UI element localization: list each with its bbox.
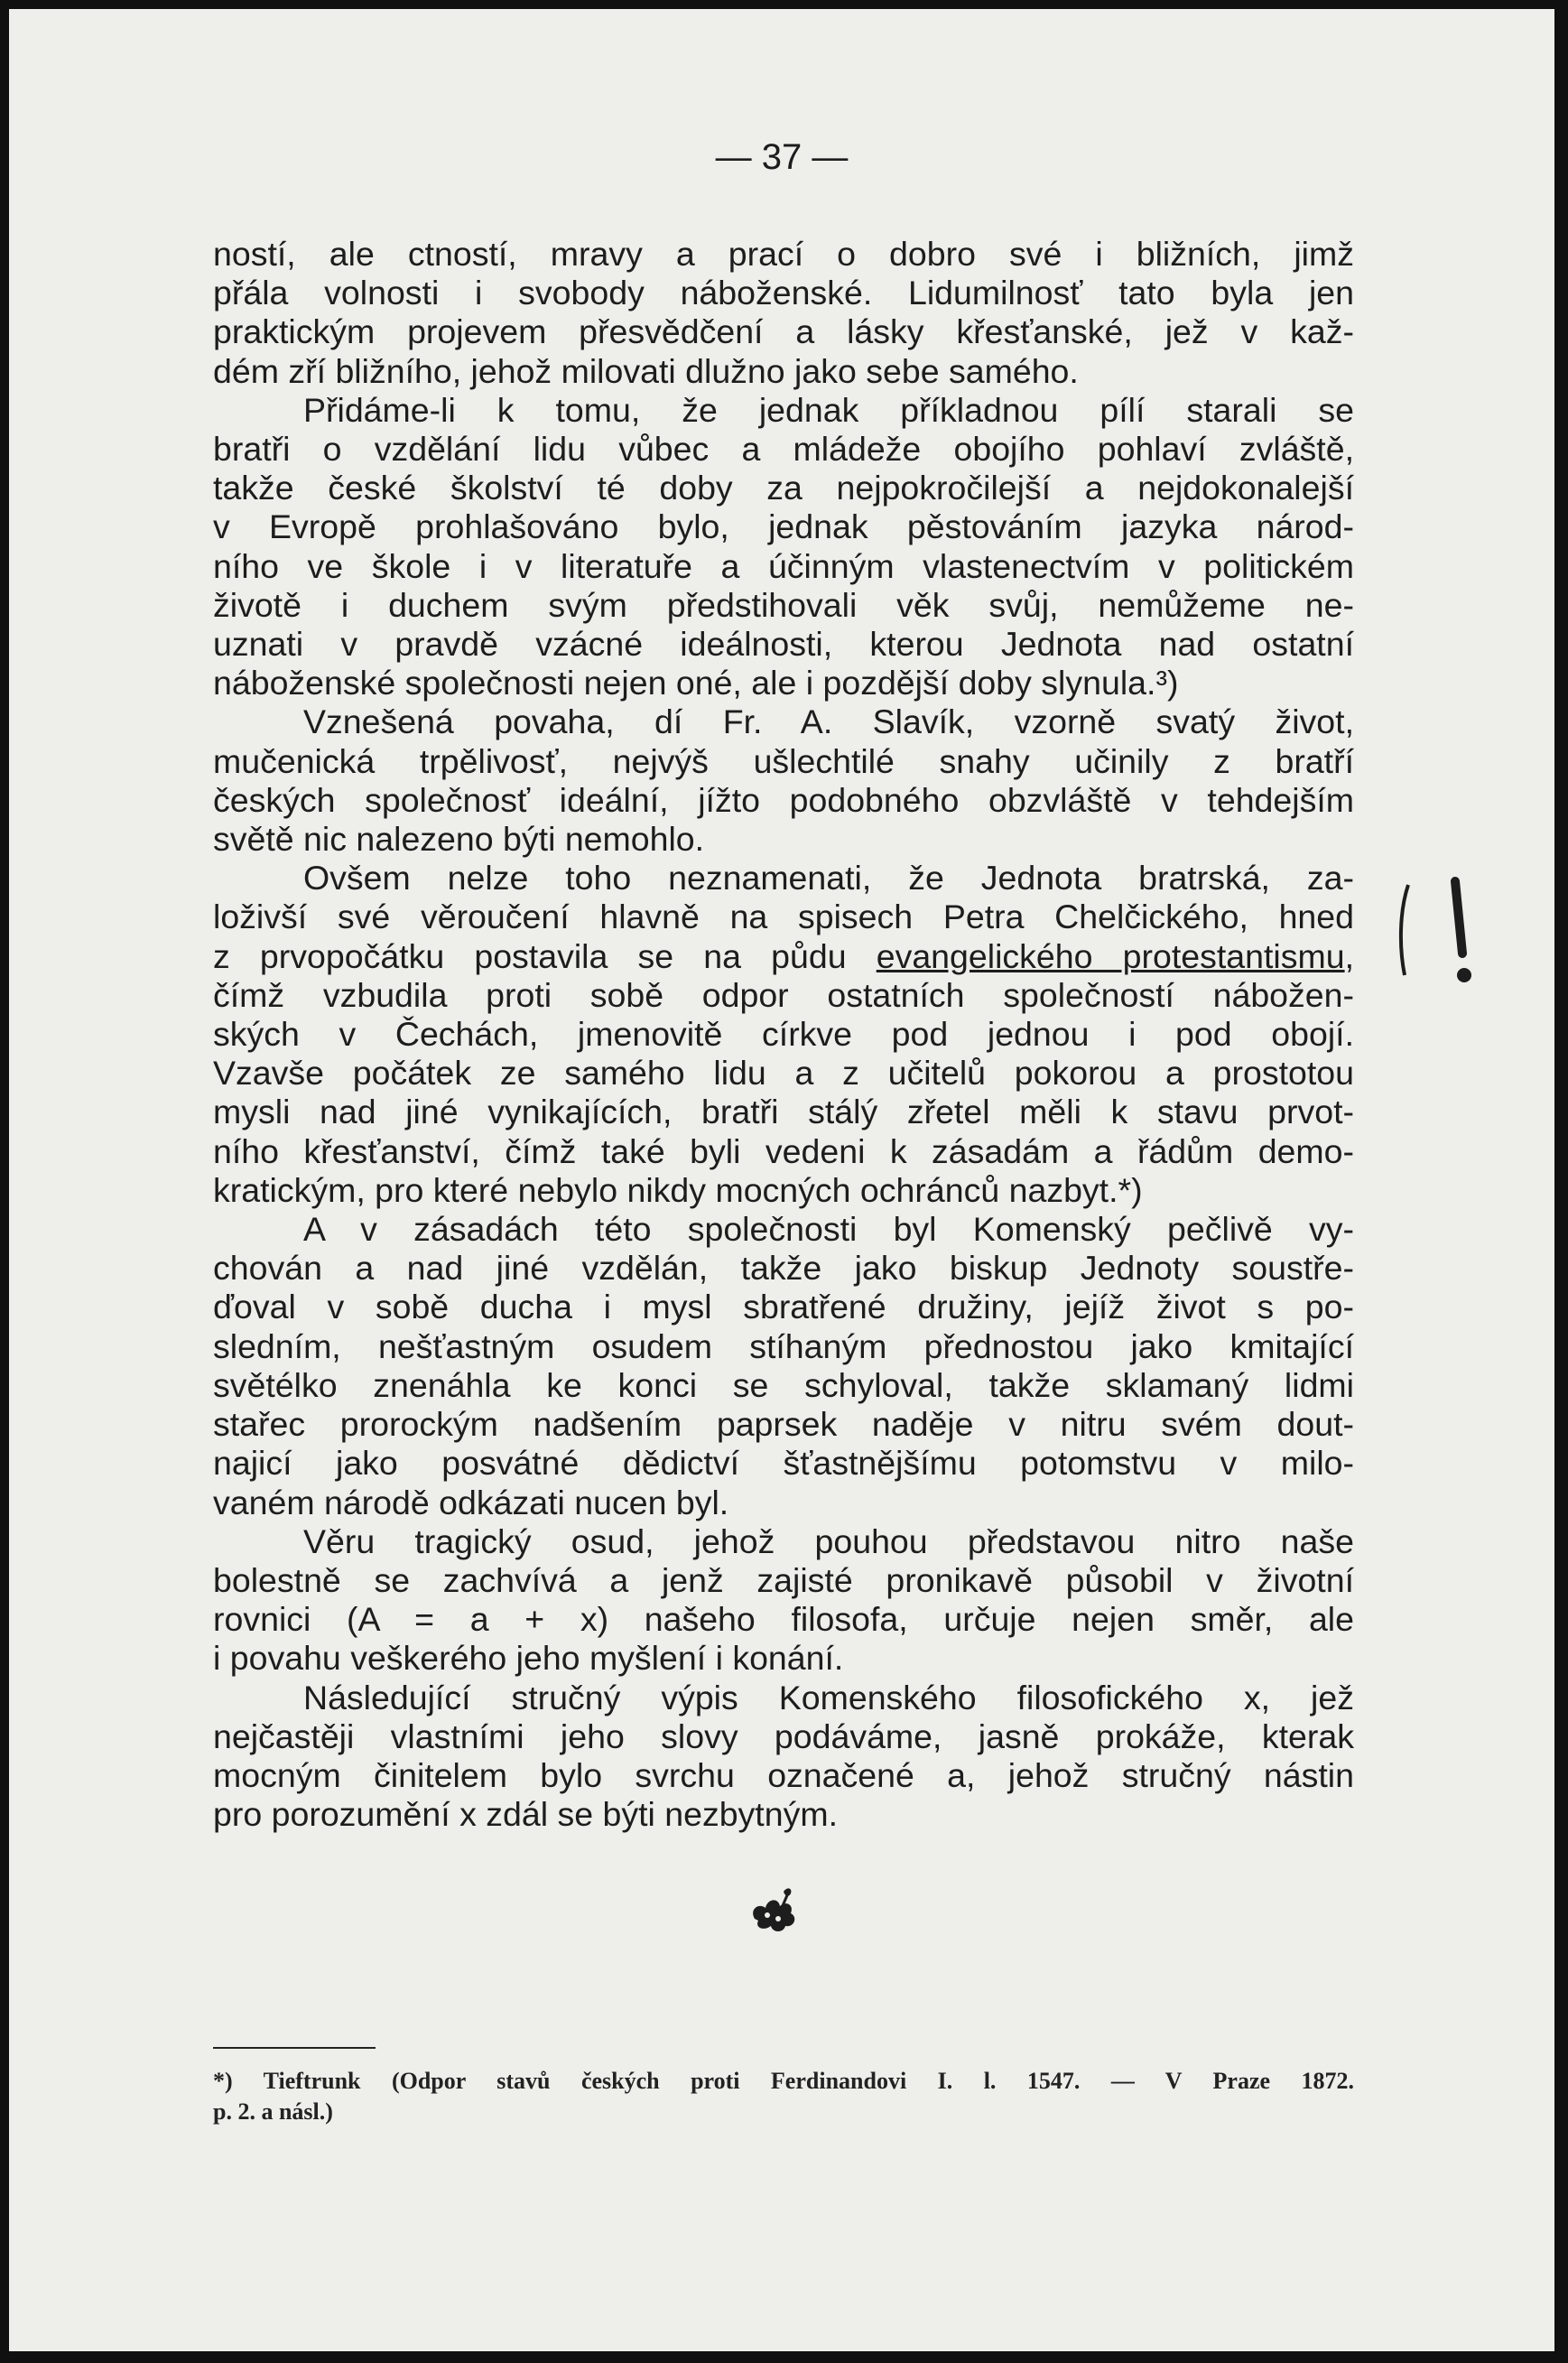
text-line: ností, ale ctností, mravy a prací o dobro své i bližních, jimž: [213, 235, 1354, 273]
text-line: kratickým, pro které nebylo nikdy mocných ochránců nazbyt.*): [213, 1170, 1143, 1209]
text-line: ního křesťanství, čímž také byli vedeni k zásadám a řádům demo-: [213, 1131, 1354, 1170]
book-page: [9, 9, 1554, 2351]
text-line: ďoval v sobě ducha i mysl sbratřené družiny, jejíž život s po-: [213, 1288, 1354, 1326]
text-line: světélko znenáhla ke konci se schyloval, takže sklamaný lidmi: [213, 1365, 1354, 1404]
text-line: Vzavše počátek ze samého lidu a z učitelů pokorou a prostotou: [213, 1054, 1354, 1093]
text-line: Věru tragický osud, jehož pouhou představou nitro naše: [303, 1521, 1354, 1560]
text-line: českých společnosť ideální, jížto podobného obzvláště v tehdejším: [213, 780, 1354, 819]
paragraph: [213, 702, 1354, 859]
text-line: sledním, nešťastným osudem stíhaným přednostou jako kmitající: [213, 1326, 1354, 1365]
text-line: životě i duchem svým předstihovali věk svůj, nemůžeme ne-: [213, 585, 1354, 624]
paragraph: [213, 235, 1354, 391]
paragraph: [213, 1522, 1354, 1679]
text-line: mocným činitelem bylo svrchu označené a, jehož stručný nástin: [213, 1755, 1354, 1794]
text-line: pro porozumění x zdál se býti nezbytným.: [213, 1795, 838, 1834]
text-line: A v zásadách této společnosti byl Komenský pečlivě vy-: [303, 1210, 1354, 1249]
text-line: praktickým projevem přesvědčení a lásky křesťanské, jež v kaž-: [213, 312, 1354, 351]
text-line: světě nic nalezeno býti nemohlo.: [213, 820, 705, 859]
underlined-line: z prvopočátku postavila se na půdu evangelického protestantismu,: [213, 936, 1354, 975]
text-line: rovnici (A = a + x) našeho filosofa, určuje nejen směr, ale: [213, 1600, 1354, 1639]
text-line: mučenická trpělivosť, nejvýš ušlechtilé snahy učinily z bratří: [213, 741, 1354, 780]
text-line: najicí jako posvátné dědictví šťastnějšímu potomstvu v milo-: [213, 1444, 1354, 1483]
text-line: chován a nad jiné vzdělán, takže jako biskup Jednoty soustře-: [213, 1249, 1354, 1288]
page-number: — 37 —: [715, 137, 849, 177]
text-line: i povahu veškerého jeho myšlení i konání.: [213, 1639, 844, 1678]
footnote-line: p. 2. a násl.): [213, 2098, 333, 2125]
text-line: takže české školství té doby za nejpokročilejší a nejdokonalejší: [213, 469, 1354, 507]
floral-ornament-icon: [747, 1883, 802, 1935]
text-line: v Evropě prohlašováno bylo, jednak pěstováním jazyka národ-: [213, 507, 1354, 546]
text-line: vaném národě odkázati nucen byl.: [213, 1483, 729, 1521]
footnote-divider: [213, 2047, 376, 2049]
handwritten-exclamation-marks-icon: [1390, 876, 1535, 993]
text-line: ního ve škole i v literatuře a účinným vlastenectvím v politickém: [213, 546, 1354, 585]
paragraph: [213, 1679, 1354, 1835]
text-line: přála volnosti i svobody náboženské. Lidumilnosť tato byla jen: [213, 274, 1354, 312]
text-line: bolestně se zachvívá a jenž zajisté pronikavě působil v životní: [213, 1560, 1354, 1599]
paragraph: [213, 1210, 1354, 1522]
underlined-phrase: evangelického protestantismu: [876, 936, 1345, 975]
text-line: Přidáme-li k tomu, že jednak příkladnou pílí starali se: [303, 390, 1354, 429]
text-line: čímž vzbudila proti sobě odpor ostatních společností nábožen-: [213, 975, 1354, 1014]
footnote-line: *) Tieftrunk (Odpor stavů českých proti Ferdinandovi I. l. 1547. — V Praze 1872.: [213, 2068, 1354, 2094]
paragraph: [213, 391, 1354, 703]
text-line: Ovšem nelze toho neznamenati, že Jednota bratrská, za-: [303, 859, 1354, 898]
text-line: stařec prorockým nadšením paprsek naděje v nitru svém dout-: [213, 1405, 1354, 1444]
text-line: bratři o vzdělání lidu vůbec a mládeže obojího pohlaví zvláště,: [213, 430, 1354, 469]
text-line: dém zří bližního, jehož milovati dlužno jako sebe samého.: [213, 351, 1079, 390]
text-line: Následující stručný výpis Komenského filosofického x, jež: [303, 1678, 1354, 1716]
text-line: ských v Čechách, jmenovitě církve pod jednou i pod obojí.: [213, 1015, 1354, 1054]
text-line: nejčastěji vlastními jeho slovy podáváme, jasně prokáže, kterak: [213, 1716, 1354, 1755]
paragraph: [213, 859, 1354, 1210]
text-line: mysli nad jiné vynikajících, bratři stálý zřetel měli k stavu prvot-: [213, 1093, 1354, 1131]
text-line: uznati v pravdě vzácné ideálnosti, kterou Jednota nad ostatní: [213, 625, 1354, 664]
footnote: [213, 2066, 1354, 2127]
text-line: loživší své věroučení hlavně na spisech Petra Chelčického, hned: [213, 898, 1354, 936]
body-text: [213, 235, 1354, 1834]
text-line: Vznešená povaha, dí Fr. A. Slavík, vzorně svatý život,: [303, 702, 1354, 741]
text-line: náboženské společnosti nejen oné, ale i pozdější doby slynula.³): [213, 664, 1179, 702]
